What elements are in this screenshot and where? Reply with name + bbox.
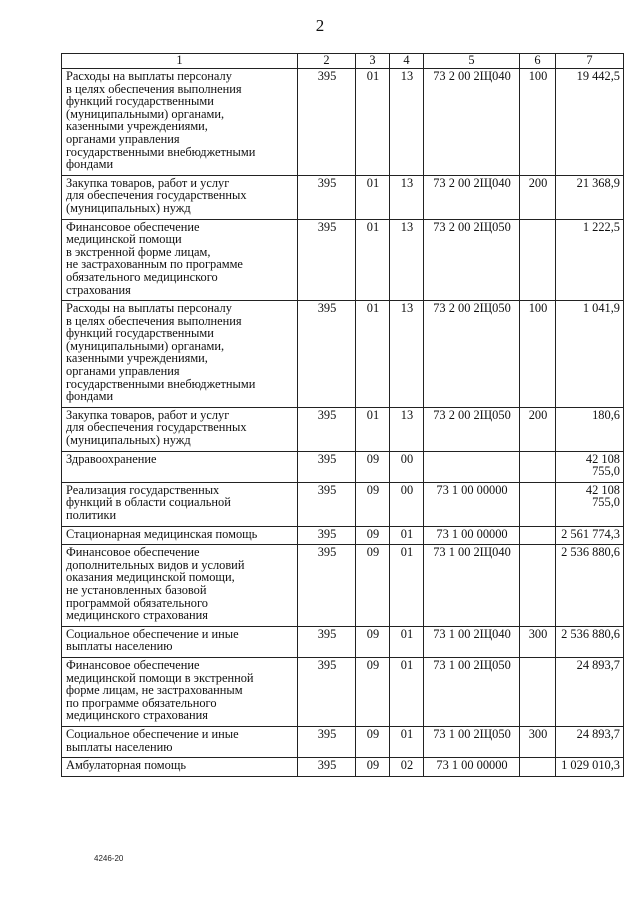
admin-code-cell: 395 — [298, 69, 356, 176]
section-cell: 09 — [356, 758, 390, 777]
section-cell: 01 — [356, 219, 390, 301]
row-name-cell: Социальное обеспечение и иные выплаты населению — [62, 626, 298, 657]
column-header-4: 4 — [390, 54, 424, 69]
table-row — [62, 301, 624, 408]
column-header-7: 7 — [556, 54, 624, 69]
amount-cell: 42 108 755,0 — [556, 482, 624, 526]
target-article-cell: 73 1 00 2Щ040 — [424, 626, 520, 657]
table-row — [62, 407, 624, 451]
section-cell: 01 — [356, 407, 390, 451]
amount-cell: 24 893,7 — [556, 657, 624, 726]
expense-type-cell: 100 — [520, 301, 556, 408]
amount-cell: 180,6 — [556, 407, 624, 451]
target-article-cell: 73 2 00 2Щ050 — [424, 219, 520, 301]
section-cell: 01 — [356, 69, 390, 176]
amount-cell: 2 536 880,6 — [556, 545, 624, 627]
admin-code-cell: 395 — [298, 726, 356, 757]
target-article-cell: 73 2 00 2Щ040 — [424, 175, 520, 219]
subsection-cell: 13 — [390, 407, 424, 451]
admin-code-cell: 395 — [298, 451, 356, 482]
section-cell: 09 — [356, 726, 390, 757]
subsection-cell: 01 — [390, 526, 424, 545]
amount-cell: 1 222,5 — [556, 219, 624, 301]
target-article-cell: 73 1 00 2Щ050 — [424, 657, 520, 726]
subsection-cell: 01 — [390, 545, 424, 627]
row-name-cell: Финансовое обеспечение медицинской помощи в экстренной форме лицам, не застрахованным по программе обязательного медицинского страхования — [62, 219, 298, 301]
table-row — [62, 526, 624, 545]
expense-type-cell: 100 — [520, 69, 556, 176]
table-row — [62, 758, 624, 777]
admin-code-cell: 395 — [298, 657, 356, 726]
header-row — [62, 54, 624, 69]
row-name-cell: Реализация государственных функций в области социальной политики — [62, 482, 298, 526]
target-article-cell: 73 1 00 00000 — [424, 758, 520, 777]
section-cell: 09 — [356, 657, 390, 726]
admin-code-cell: 395 — [298, 758, 356, 777]
admin-code-cell: 395 — [298, 545, 356, 627]
admin-code-cell: 395 — [298, 407, 356, 451]
row-name-cell: Финансовое обеспечение медицинской помощи в экстренной форме лицам, не застрахованным по программе обязательного медицинского страхования — [62, 657, 298, 726]
subsection-cell: 13 — [390, 219, 424, 301]
table-row — [62, 482, 624, 526]
amount-cell: 24 893,7 — [556, 726, 624, 757]
subsection-cell: 00 — [390, 482, 424, 526]
column-header-6: 6 — [520, 54, 556, 69]
admin-code-cell: 395 — [298, 482, 356, 526]
section-cell: 01 — [356, 175, 390, 219]
expense-type-cell — [520, 219, 556, 301]
expense-type-cell — [520, 545, 556, 627]
subsection-cell: 13 — [390, 69, 424, 176]
expense-type-cell — [520, 758, 556, 777]
row-name-cell: Финансовое обеспечение дополнительных видов и условий оказания медицинской помощи, не установленных базовой программой обязательного медицинского страхования — [62, 545, 298, 627]
table-row — [62, 657, 624, 726]
subsection-cell: 00 — [390, 451, 424, 482]
table-header — [62, 54, 624, 69]
column-header-3: 3 — [356, 54, 390, 69]
subsection-cell: 01 — [390, 626, 424, 657]
expense-type-cell — [520, 482, 556, 526]
table-row — [62, 69, 624, 176]
section-cell: 09 — [356, 482, 390, 526]
subsection-cell: 13 — [390, 301, 424, 408]
row-name-cell: Расходы на выплаты персоналу в целях обеспечения выполнения функций государственными (муниципальными) органами, казенными учреждениями, органами управления государственными внебюджетными фондами — [62, 301, 298, 408]
section-cell: 09 — [356, 451, 390, 482]
table-row — [62, 545, 624, 627]
section-cell: 01 — [356, 301, 390, 408]
row-name-cell: Здравоохранение — [62, 451, 298, 482]
amount-cell: 2 561 774,3 — [556, 526, 624, 545]
amount-cell: 2 536 880,6 — [556, 626, 624, 657]
table-row — [62, 175, 624, 219]
table-row — [62, 219, 624, 301]
target-article-cell: 73 1 00 2Щ050 — [424, 726, 520, 757]
subsection-cell: 02 — [390, 758, 424, 777]
target-article-cell — [424, 451, 520, 482]
amount-cell: 42 108 755,0 — [556, 451, 624, 482]
target-article-cell: 73 1 00 00000 — [424, 526, 520, 545]
expense-type-cell: 200 — [520, 407, 556, 451]
expense-type-cell — [520, 451, 556, 482]
target-article-cell: 73 2 00 2Щ040 — [424, 69, 520, 176]
admin-code-cell: 395 — [298, 219, 356, 301]
expense-type-cell — [520, 526, 556, 545]
subsection-cell: 01 — [390, 657, 424, 726]
amount-cell: 21 368,9 — [556, 175, 624, 219]
row-name-cell: Закупка товаров, работ и услуг для обеспечения государственных (муниципальных) нужд — [62, 175, 298, 219]
table-row — [62, 626, 624, 657]
expense-type-cell: 200 — [520, 175, 556, 219]
section-cell: 09 — [356, 545, 390, 627]
expense-type-cell: 300 — [520, 626, 556, 657]
expense-type-cell — [520, 657, 556, 726]
row-name-cell: Закупка товаров, работ и услуг для обеспечения государственных (муниципальных) нужд — [62, 407, 298, 451]
amount-cell: 1 029 010,3 — [556, 758, 624, 777]
admin-code-cell: 395 — [298, 175, 356, 219]
target-article-cell: 73 2 00 2Щ050 — [424, 407, 520, 451]
document-code: 4246-20 — [94, 854, 124, 863]
table-row — [62, 726, 624, 757]
row-name-cell: Стационарная медицинская помощь — [62, 526, 298, 545]
table-body — [62, 69, 624, 777]
target-article-cell: 73 2 00 2Щ050 — [424, 301, 520, 408]
section-cell: 09 — [356, 526, 390, 545]
row-name-cell: Социальное обеспечение и иные выплаты населению — [62, 726, 298, 757]
amount-cell: 19 442,5 — [556, 69, 624, 176]
column-header-2: 2 — [298, 54, 356, 69]
target-article-cell: 73 1 00 00000 — [424, 482, 520, 526]
target-article-cell: 73 1 00 2Щ040 — [424, 545, 520, 627]
table-row — [62, 451, 624, 482]
row-name-cell: Расходы на выплаты персоналу в целях обеспечения выполнения функций государственными (муниципальными) органами, казенными учреждениями, органами управления государственными внебюджетными фондами — [62, 69, 298, 176]
admin-code-cell: 395 — [298, 526, 356, 545]
section-cell: 09 — [356, 626, 390, 657]
budget-table — [61, 53, 624, 777]
admin-code-cell: 395 — [298, 626, 356, 657]
subsection-cell: 13 — [390, 175, 424, 219]
amount-cell: 1 041,9 — [556, 301, 624, 408]
column-header-5: 5 — [424, 54, 520, 69]
subsection-cell: 01 — [390, 726, 424, 757]
row-name-cell: Амбулаторная помощь — [62, 758, 298, 777]
admin-code-cell: 395 — [298, 301, 356, 408]
page-number: 2 — [315, 16, 325, 35]
expense-type-cell: 300 — [520, 726, 556, 757]
column-header-1: 1 — [62, 54, 298, 69]
